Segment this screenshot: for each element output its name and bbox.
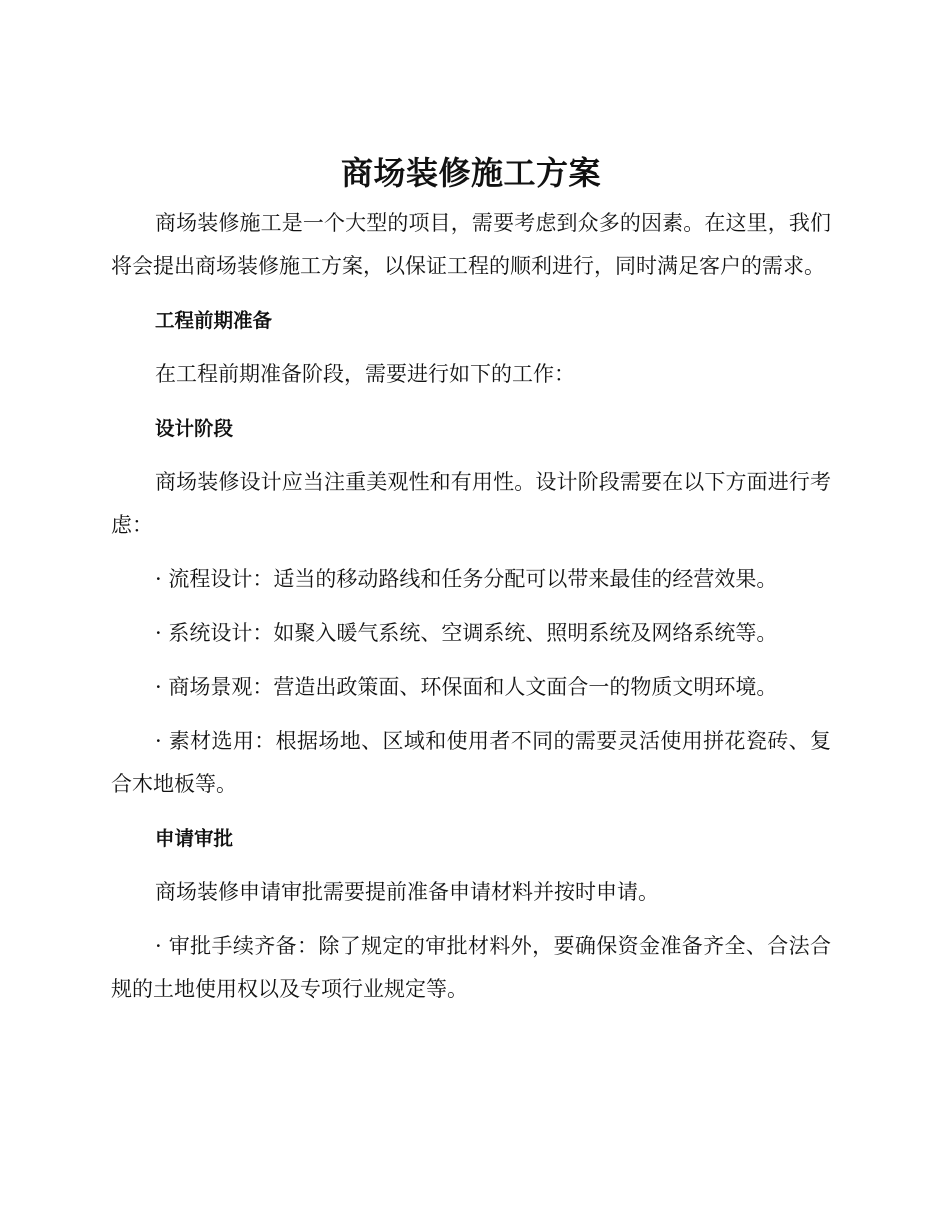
approval-paragraph: 商场装修申请审批需要提前准备申请材料并按时申请。 xyxy=(155,880,659,904)
section-heading-design: 设计阶段 xyxy=(155,417,234,440)
document-page xyxy=(111,150,831,1011)
section-heading-prep: 工程前期准备 xyxy=(155,309,273,332)
bullet-material: · 素材选用：根据场地、区域和使用者不同的需要灵活使用拼花瓷砖、复合木地板等。 xyxy=(111,729,831,796)
intro-paragraph: 商场装修施工是一个大型的项目，需要考虑到众多的因素。在这里，我们将会提出商场装修施工方案，以保证工程的顺利进行，同时满足客户的需求。 xyxy=(111,211,831,278)
bullet-flow-design: · 流程设计：适当的移动路线和任务分配可以带来最佳的经营效果。 xyxy=(155,567,778,591)
document-title: 商场装修施工方案 xyxy=(340,154,601,192)
prep-paragraph: 在工程前期准备阶段，需要进行如下的工作： xyxy=(155,362,575,386)
section-heading-approval: 申请审批 xyxy=(155,827,234,850)
bullet-system-design: · 系统设计：如聚入暖气系统、空调系统、照明系统及网络系统等。 xyxy=(155,621,778,645)
bullet-scene: · 商场景观：营造出政策面、环保面和人文面合一的物质文明环境。 xyxy=(155,675,778,699)
design-paragraph: 商场装修设计应当注重美观性和有用性。设计阶段需要在以下方面进行考虑： xyxy=(111,470,831,537)
bullet-approval: · 审批手续齐备：除了规定的审批材料外，要确保资金准备齐全、合法合规的土地使用权以及专项行业规定等。 xyxy=(111,934,831,1001)
